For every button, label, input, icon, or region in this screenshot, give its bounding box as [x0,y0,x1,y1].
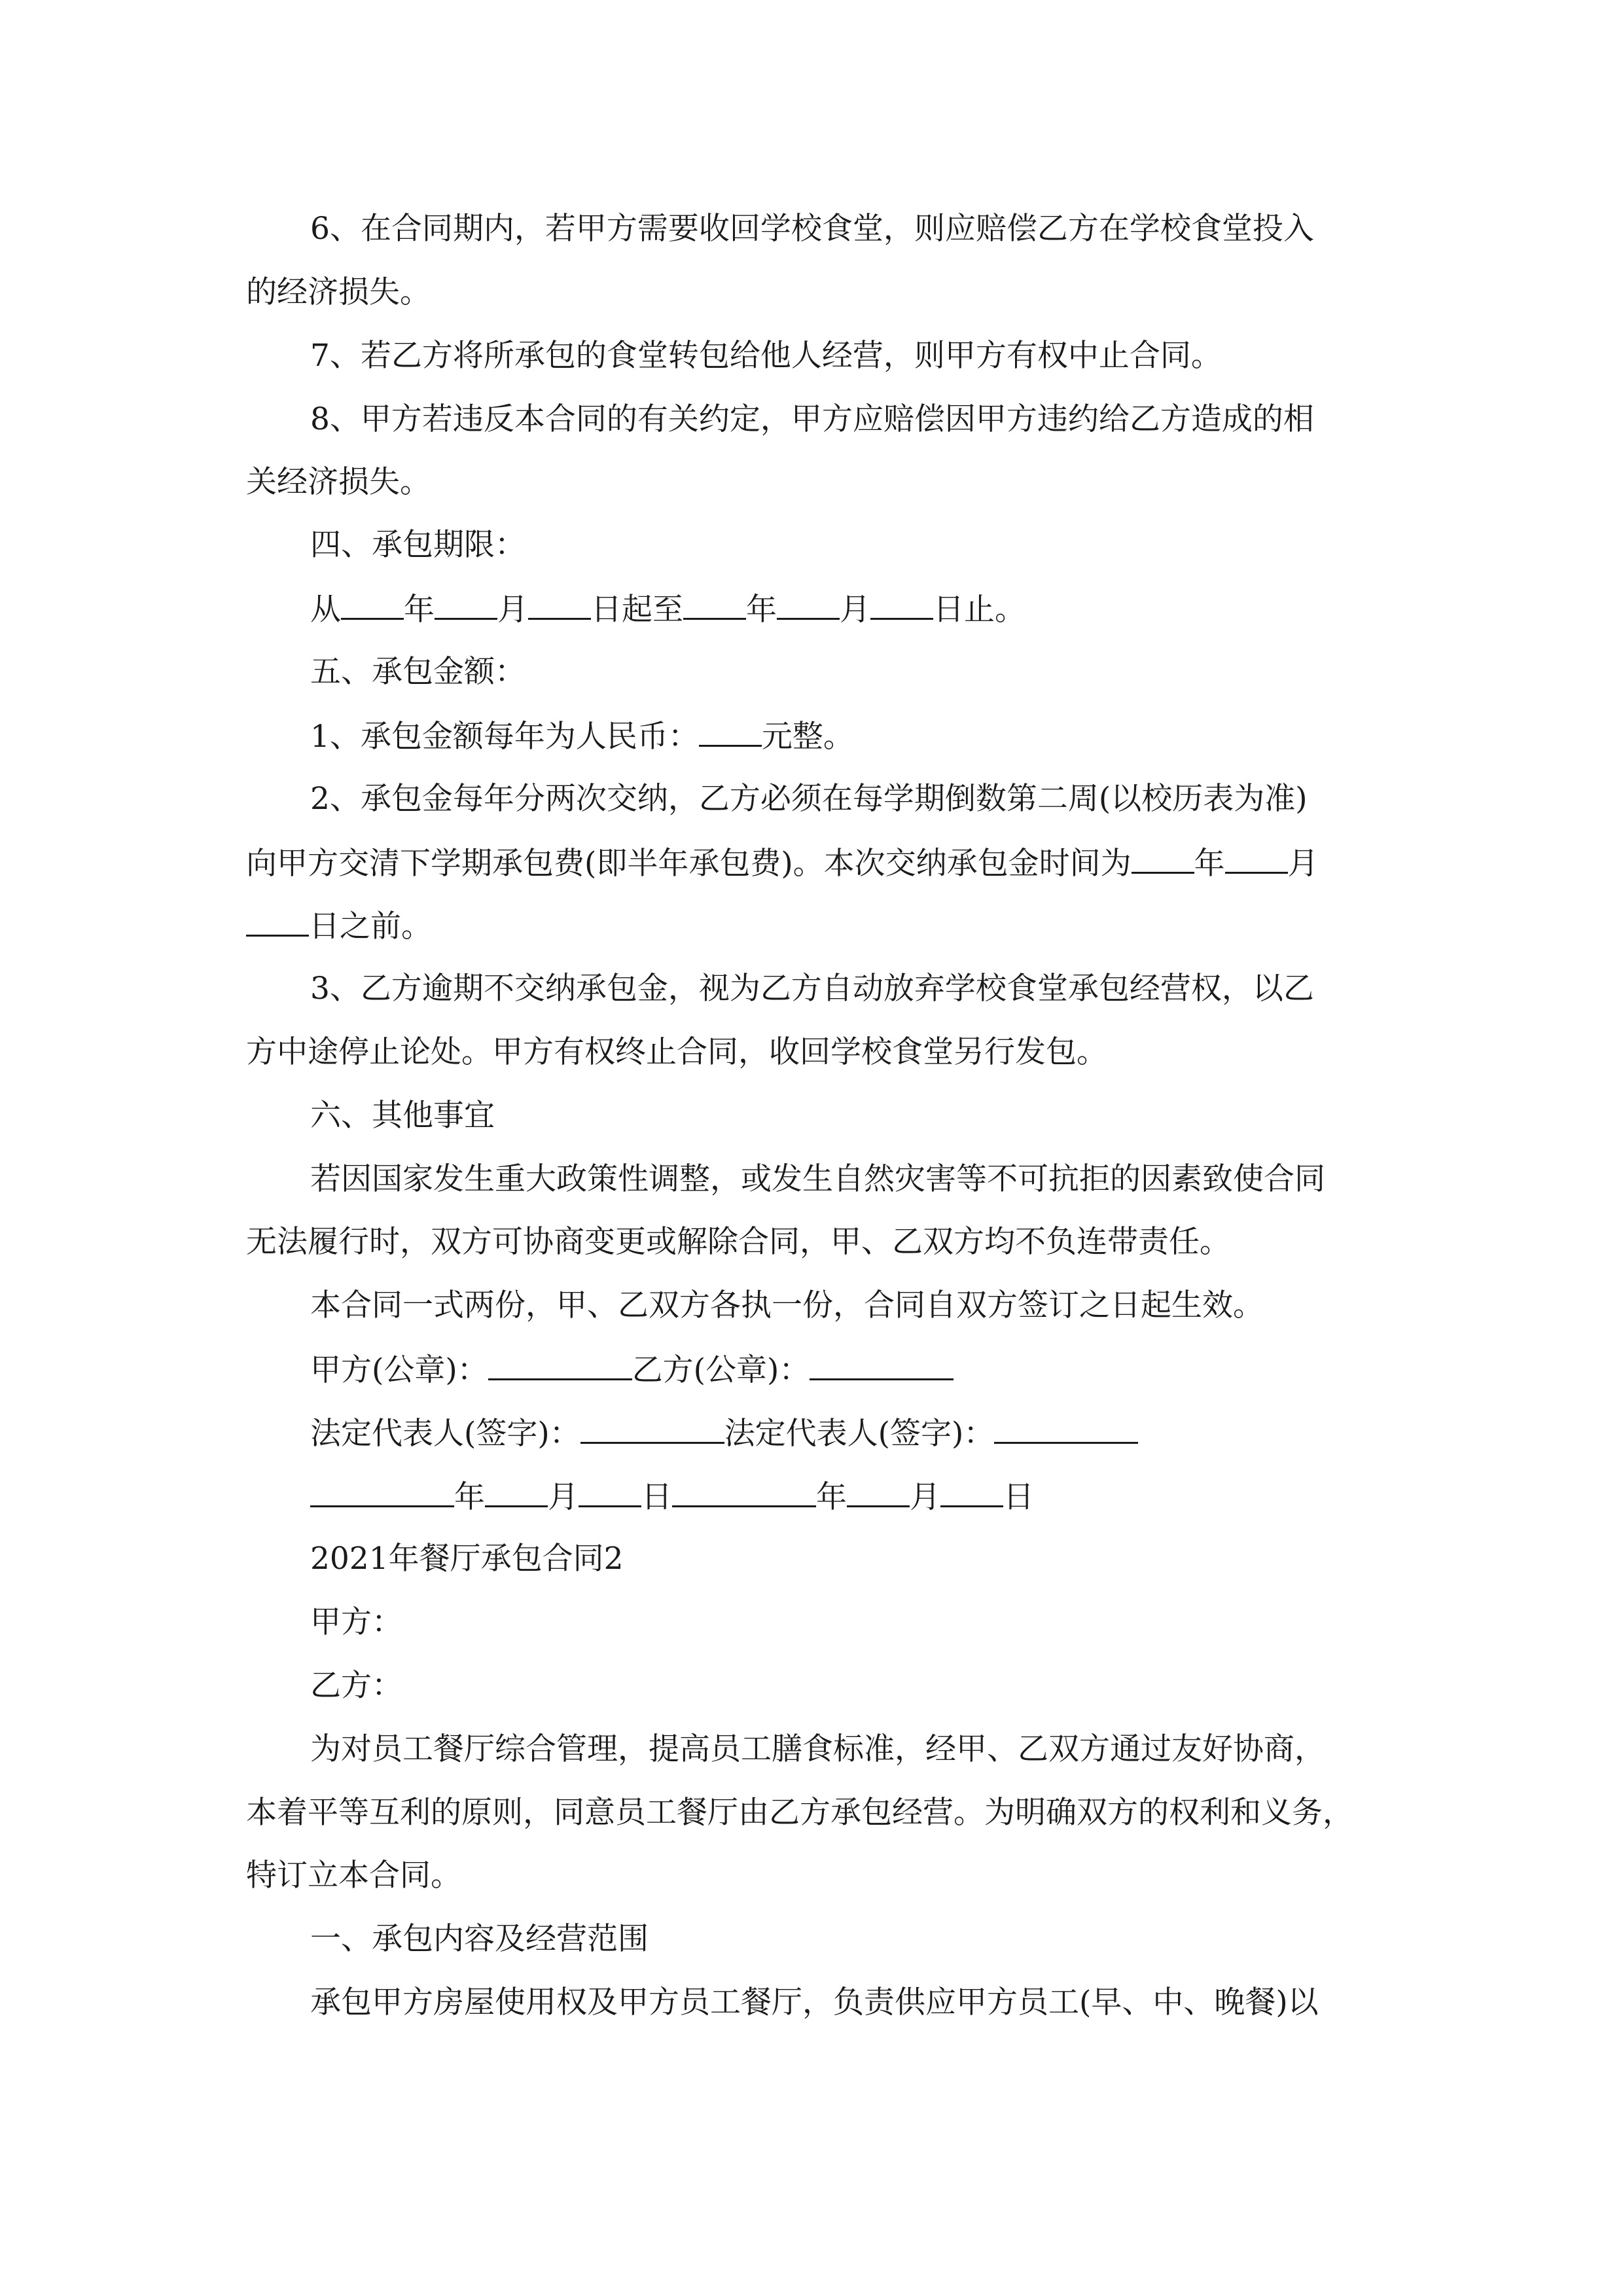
preamble-line-1: 为对员工餐厅综合管理，提高员工膳食标准，经甲、乙双方通过友好协商， [310,1731,1325,1767]
party-b-label: 乙方： [310,1668,402,1704]
rep-a-label: 法定代表人(签字)： [310,1416,580,1452]
blank-amount [699,716,762,747]
blank-party-a-seal [488,1350,632,1380]
blank-date-day-a [579,1477,641,1507]
amount-prefix: 1、承包金额每年为人民币： [310,719,699,755]
clause-8-line-1: 8、甲方若违反本合同的有关约定，甲方应赔偿因甲方违约给乙方造成的相 [310,401,1314,437]
blank-rep-a [580,1413,724,1444]
date-day-a: 日 [641,1479,672,1515]
period-month-2: 月 [840,592,870,628]
blank-date-day-b [940,1477,1003,1507]
period-year-1: 年 [404,592,435,628]
clause-3-line-2: 方中途停止论处。甲方有权终止合同，收回学校食堂另行发包。 [246,1034,1107,1070]
clause-6-line-2: 的经济损失。 [246,274,431,310]
force-majeure-line-2: 无法履行时，双方可协商变更或解除合同，甲、乙双方均不负连带责任。 [246,1224,1230,1260]
blank-date-year-b [672,1477,816,1507]
period-day-from: 日起至 [591,592,683,628]
section-1-heading: 一、承包内容及经营范围 [310,1921,649,1957]
payment-line-2 [246,843,1385,882]
payment-text: 向甲方交清下学期承包费(即半年承包费)。本次交纳承包金时间为 [246,846,1132,882]
blank-month-from [435,589,497,620]
blank-year-to [683,589,746,620]
period-year-2: 年 [746,592,777,628]
contract-2-title: 2021年餐厅承包合同2 [310,1541,624,1577]
seal-line [310,1350,1449,1389]
blank-date-month-a [485,1477,548,1507]
party-a-label: 甲方： [310,1604,402,1640]
amount-suffix: 元整。 [761,719,854,755]
payment-line-1: 2、承包金每年分两次交纳，乙方必须在每学期倒数第二周(以校历表为准) [310,781,1308,817]
payment-line-3 [246,906,1385,945]
rep-b-label: 法定代表人(签字)： [724,1416,995,1452]
scope-line-1: 承包甲方房屋使用权及甲方员工餐厅，负责供应甲方员工(早、中、晚餐)以 [310,1984,1319,2020]
date-day-b: 日 [1003,1479,1034,1515]
amount-line [310,716,1449,755]
clause-7: 7、若乙方将所承包的食堂转包给他人经营，则甲方有权中止合同。 [310,338,1222,374]
date-line [310,1477,1449,1516]
blank-pay-month [1225,843,1288,874]
preamble-line-3: 特订立本合同。 [246,1857,461,1893]
period-from: 从 [310,592,341,628]
copies-line: 本合同一式两份，甲、乙双方各执一份，合同自双方签订之日起生效。 [310,1287,1264,1323]
period-month-1: 月 [497,592,528,628]
blank-date-month-b [847,1477,910,1507]
clause-6-line-1: 6、在合同期内，若甲方需要收回学校食堂，则应赔偿乙方在学校食堂投入 [310,211,1314,247]
date-year-a: 年 [454,1479,485,1515]
blank-date-year-a [310,1477,454,1507]
payment-month: 月 [1287,846,1319,882]
blank-day-to [870,589,933,620]
clause-8-line-2: 关经济损失。 [246,464,431,500]
clause-3-line-1: 3、乙方逾期不交纳承包金，视为乙方自动放弃学校食堂承包经营权，以乙 [310,971,1314,1007]
blank-year-from [341,589,404,620]
period-day-to: 日止。 [933,592,1026,628]
section-5-heading: 五、承包金额： [310,654,526,690]
party-b-seal-label: 乙方(公章)： [632,1352,810,1388]
payment-year: 年 [1194,846,1225,882]
payment-day: 日之前。 [309,908,432,944]
period-line [310,589,1449,628]
representative-line [310,1413,1449,1452]
blank-party-b-seal [810,1350,954,1380]
blank-pay-year [1132,843,1194,874]
date-month-a: 月 [548,1479,579,1515]
date-month-b: 月 [910,1479,940,1515]
party-a-seal-label: 甲方(公章)： [310,1352,488,1388]
date-year-b: 年 [816,1479,847,1515]
blank-day-from [528,589,591,620]
force-majeure-line-1: 若因国家发生重大政策性调整，或发生自然灾害等不可抗拒的因素致使合同 [310,1161,1325,1197]
blank-rep-b [994,1413,1138,1444]
section-6-heading: 六、其他事宜 [310,1098,495,1134]
section-4-heading: 四、承包期限： [310,527,526,563]
blank-month-to [777,589,840,620]
preamble-line-2: 本着平等互利的原则，同意员工餐厅由乙方承包经营。为明确双方的权利和义务， [246,1795,1353,1831]
blank-pay-day [246,906,309,937]
